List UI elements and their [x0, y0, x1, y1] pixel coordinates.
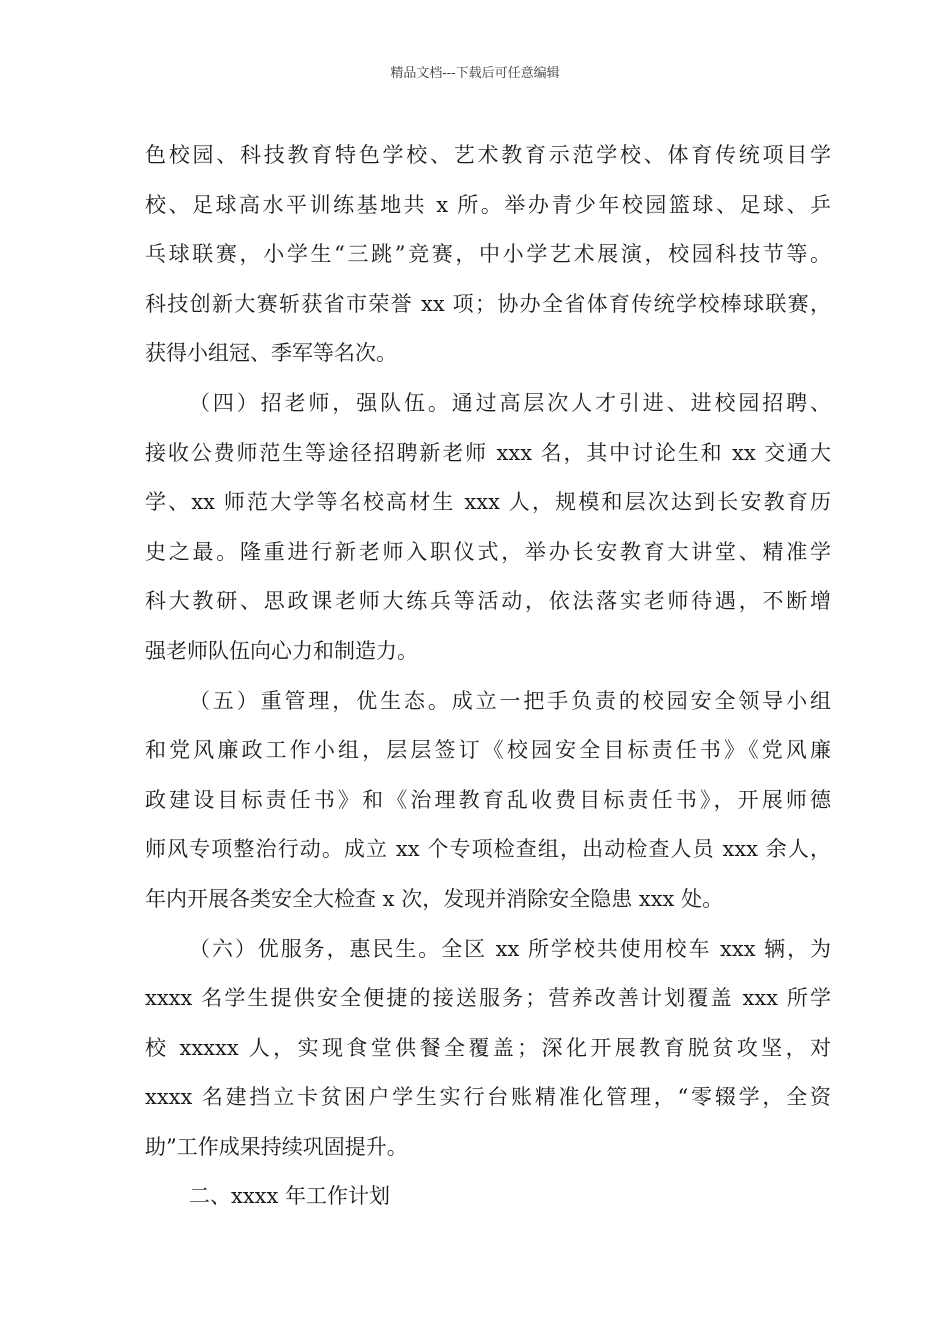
text-line: 科技创新大赛斩获省市荣誉 xx 项；协办全省体育传统学校棒球联赛，: [145, 291, 831, 316]
text-line: 政建设目标责任书》和《治理教育乱收费目标责任书》，开展师德: [145, 787, 831, 812]
text-line: 获得小组冠、季军等名次。: [145, 341, 397, 366]
text-line: 学、xx 师范大学等名校高材生 xxx 人，规模和层次达到长安教育历: [145, 490, 831, 515]
text-line: 校 xxxxx 人，实现食堂供餐全覆盖；深化开展教育脱贫攻坚，对: [145, 1035, 831, 1060]
section-heading: 二、xxxx 年工作计划: [189, 1184, 391, 1209]
text-line: xxxx 名建挡立卡贫困户学生实行台账精准化管理，“零辍学，全资: [145, 1085, 831, 1110]
text-line: 史之最。隆重进行新老师入职仪式，举办长安教育大讲堂、精准学: [145, 539, 831, 564]
text-line: 年内开展各类安全大检查 x 次，发现并消除安全隐患 xxx 处。: [145, 886, 724, 911]
text-line: 和党风廉政工作小组，层层签订《校园安全目标责任书》《党风廉: [145, 738, 831, 763]
text-line: 助”工作成果持续巩固提升。: [145, 1134, 408, 1159]
paragraph-first-line: （五）重管理，优生态。成立一把手负责的校园安全领导小组: [189, 688, 831, 713]
paragraph-first-line: （六）优服务，惠民生。全区 xx 所学校共使用校车 xxx 辆，为: [189, 936, 831, 961]
paragraph-first-line: （四）招老师，强队伍。通过高层次人才引进、进校园招聘、: [189, 390, 831, 415]
text-line: 强老师队伍向心力和制造力。: [145, 638, 418, 663]
text-line: 师风专项整治行动。成立 xx 个专项检查组，出动检查人员 xxx 余人，: [145, 837, 831, 862]
text-line: 校、足球高水平训练基地共 x 所。举办青少年校园篮球、足球、乒: [145, 192, 831, 217]
text-line: 色校园、科技教育特色学校、艺术教育示范学校、体育传统项目学: [145, 143, 831, 167]
document-body: [145, 131, 831, 1222]
text-line: 乓球联赛，小学生“三跳”竞赛，中小学艺术展演，校园科技节等。: [145, 242, 831, 267]
page-header: 精品文档---下载后可任意编辑: [390, 66, 560, 81]
text-line: 接收公费师范生等途径招聘新老师 xxx 名，其中讨论生和 xx 交通大: [145, 440, 831, 465]
text-line: xxxx 名学生提供安全便捷的接送服务；营养改善计划覆盖 xxx 所学: [145, 986, 831, 1011]
text-line: 科大教研、思政课老师大练兵等活动，依法落实老师待遇，不断增: [145, 589, 831, 614]
